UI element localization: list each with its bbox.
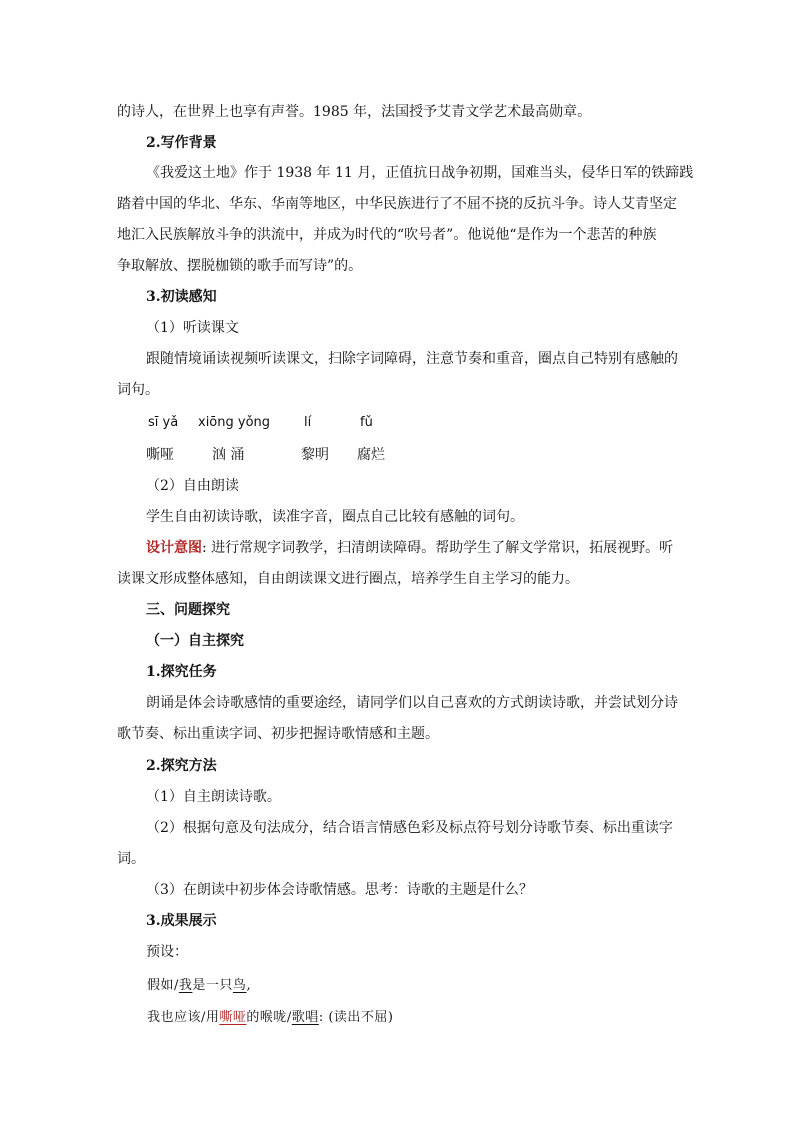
inquiry-method-heading: 2.探究方法 — [146, 758, 217, 774]
inquiry-task-heading: 1.探究任务 — [146, 664, 217, 680]
problem-inquiry-heading: 三、问题探究 — [146, 602, 230, 618]
poem-line-2-part-1: 我也应该/用 — [147, 1010, 220, 1025]
vocab-word-2: 汹 涌 — [212, 447, 245, 463]
free-read-subheading: （2）自由朗读 — [146, 478, 239, 494]
design-intent-label: 设计意图 — [146, 540, 202, 556]
vocab-word-3: 黎明 — [301, 447, 329, 463]
poem-line-2-part-2: 的喉咙/ — [246, 1010, 292, 1025]
vocab-word-1: 嘶哑 — [146, 447, 174, 463]
self-inquiry-heading: （一）自主探究 — [146, 633, 244, 649]
inquiry-method-3: （3）在朗读中初步体会诗歌情感。思考：诗歌的主题是什么？ — [146, 882, 533, 898]
poem-line-1-part-1: 假如/ — [147, 978, 179, 993]
design-intent-line-2: 读课文形成整体感知，自由朗读课文进行圈点，培养学生自主学习的能力。 — [117, 571, 579, 587]
writing-background-line-2: 踏着中国的华北、华东、华南等地区，中华民族进行了不屈不挠的反抗斗争。诗人艾青坚定 — [117, 196, 677, 212]
poem-line-2-stress-1: 嘶哑 — [219, 1010, 247, 1025]
poem-line-1-stress-1: 我 — [178, 978, 193, 993]
poem-line-2-stress-2: 歌唱 — [291, 1010, 319, 1025]
vocab-pinyin-3: lí — [304, 415, 312, 430]
listen-read-line-1: 跟随情境诵读视频听读课文，扫除字词障碍，注意节奏和重音，圈点自己特别有感触的 — [146, 351, 678, 367]
writing-background-line-1: 《我爱这土地》作于 1938 年 11 月，正值抗日战争初期，国难当头，侵华日军的铁蹄践 — [146, 165, 694, 181]
writing-background-line-4: 争取解放、摆脱枷锁的歌手而写诗”的。 — [117, 258, 363, 274]
listen-read-subheading: （1）听读课文 — [146, 320, 239, 336]
poem-line-1-part-3: , — [246, 978, 252, 993]
poem-line-2-part-3: : (读出不屈) — [318, 1010, 394, 1025]
poem-line-1-part-2: 是一只 — [192, 978, 233, 993]
inquiry-task-line-2: 歌节奏、标出重读字词、初步把握诗歌情感和主题。 — [117, 726, 439, 742]
poem-line-1 — [147, 976, 251, 996]
inquiry-method-2-line-1: （2）根据句意及句法成分，结合语言情感色彩及标点符号划分诗歌节奏、标出重读字 — [146, 820, 673, 836]
writing-background-heading: 2.写作背景 — [146, 135, 217, 151]
vocab-pinyin-1: sī yǎ — [148, 415, 179, 430]
inquiry-task-line-1: 朗诵是体会诗歌感情的重要途经，请同学们以自己喜欢的方式朗读诗歌，并尝试划分诗 — [146, 695, 678, 711]
result-display-heading: 3.成果展示 — [146, 913, 217, 929]
design-intent-line-1 — [146, 538, 673, 558]
vocab-pinyin-2: xiōng yǒng — [198, 415, 271, 430]
inquiry-method-1: （1）自主朗读诗歌。 — [146, 789, 281, 805]
poem-line-1-stress-2: 鸟 — [232, 978, 247, 993]
free-read-line-1: 学生自由初读诗歌，读准字音，圈点自己比较有感触的词句。 — [146, 509, 524, 525]
listen-read-line-2: 词句。 — [117, 382, 159, 398]
intro-tail-text: 的诗人，在世界上也享有声誉。1985 年，法国授予艾青文学艺术最高勋章。 — [117, 104, 592, 120]
inquiry-method-2-line-2: 词。 — [117, 851, 145, 867]
preset-label: 预设： — [146, 944, 188, 960]
poem-line-2 — [147, 1008, 393, 1028]
vocab-word-4: 腐烂 — [357, 447, 385, 463]
writing-background-line-3: 地汇入民族解放斗争的洪流中，并成为时代的“吹号者”。他说他“是作为一个悲苦的种族 — [117, 227, 657, 243]
design-intent-text-1: : 进行常规字词教学，扫清朗读障碍。帮助学生了解文学常识，拓展视野。听 — [202, 540, 674, 556]
first-read-heading: 3.初读感知 — [146, 289, 217, 305]
vocab-pinyin-4: fǔ — [360, 415, 373, 430]
